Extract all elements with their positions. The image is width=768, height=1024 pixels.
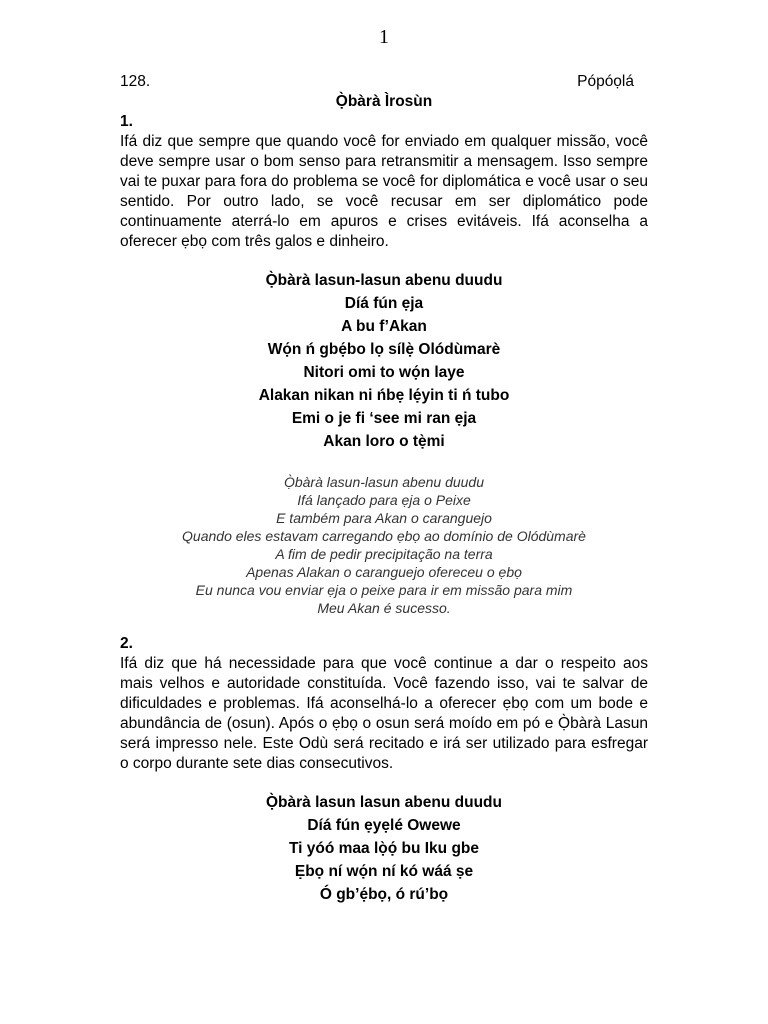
verse-line: Ó gb’ẹ́bọ, ó rú’bọ bbox=[319, 886, 449, 903]
translation-line: A fim de pedir precipitação na terra bbox=[275, 546, 493, 562]
verse-line: Alakan nikan ni ńbẹ lẹ́yin ti ń tubo bbox=[258, 387, 510, 404]
verse-translation bbox=[120, 473, 648, 617]
translation-line: Ifá lançado para ẹja o Peixe bbox=[297, 492, 471, 508]
verse-line: Díá fún ẹja bbox=[344, 295, 424, 312]
translation-line: Ọ̀bàrà lasun-lasun abenu duudu bbox=[283, 474, 485, 490]
verse-line: Díá fún ẹyẹlé Owewe bbox=[307, 817, 461, 834]
verse-line: Akan loro o tẹ̀mi bbox=[323, 433, 445, 450]
translation-line: Quando eles estavam carregando ẹbọ ao domínio de Olódùmarè bbox=[182, 528, 586, 544]
author-name: Pópóọlá bbox=[577, 73, 634, 90]
section-2 bbox=[120, 634, 648, 906]
translation-line: Eu nunca vou enviar ẹja o peixe para ir em missão para mim bbox=[195, 582, 573, 598]
verse-line: Emi o je fi ‘see mi ran ẹja bbox=[291, 410, 477, 427]
verse-line: Ti yóó maa lọ̀ọ́ bu Iku gbe bbox=[288, 840, 480, 857]
header-row bbox=[120, 72, 648, 92]
section-paragraph: Ifá diz que sempre que quando você for enviado em qualquer missão, você deve sempre usar o bom senso para retransmitir a mensagem. Isso sempre vai te puxar para fora do problema se você for diplomática e você usar o seu sentido. Por outro lado, se você recusar em ser diplomático pode continuamente aterrá-lo em apuros e crises evitáveis. Ifá aconselha a oferecer ẹbọ com três galos e dinheiro. bbox=[120, 133, 648, 250]
document-body bbox=[120, 72, 648, 906]
section-paragraph: Ifá diz que há necessidade para que você continue a dar o respeito aos mais velhos e autoridade constituída. Você fazendo isso, vai te salvar de dificuldades e problemas. Ifá aconselhá-lo a oferecer ẹbọ com um bode e abundância de (osun). Após o ẹbọ o osun será moído em pó e Ọ̀bàrà Lasun será impresso nele. Este Odù será recitado e irá ser utilizado para esfregar o corpo durante sete dias consecutivos. bbox=[120, 655, 648, 772]
verse-line: Wọ́n ń gbẹ́bo lọ sílẹ̀ Olódùmarè bbox=[267, 341, 501, 358]
chapter-number: 128. bbox=[120, 73, 151, 90]
verse-line: Nitori omi to wọ́n laye bbox=[303, 364, 465, 381]
translation-line: Apenas Alakan o caranguejo ofereceu o ẹbọ bbox=[246, 564, 522, 580]
section-number: 2. bbox=[120, 635, 133, 652]
section-number: 1. bbox=[120, 113, 133, 130]
verse-yoruba bbox=[120, 791, 648, 906]
page-number: 1 bbox=[379, 26, 389, 48]
chapter-title: Ọ̀bàrà Ìrosùn bbox=[335, 93, 433, 110]
verse-yoruba bbox=[120, 269, 648, 453]
verse-line: Ọ̀bàrà lasun-lasun abenu duudu bbox=[265, 272, 503, 289]
verse-line: Ẹbọ ní wọ́n ní kó wáá ṣe bbox=[294, 863, 474, 880]
translation-line: E também para Akan o caranguejo bbox=[276, 510, 492, 526]
verse-line: Ọ̀bàrà lasun lasun abenu duudu bbox=[266, 794, 502, 811]
verse-line: A bu f’Akan bbox=[341, 318, 427, 335]
translation-line: Meu Akan é sucesso. bbox=[317, 600, 451, 616]
section-1 bbox=[120, 112, 648, 617]
